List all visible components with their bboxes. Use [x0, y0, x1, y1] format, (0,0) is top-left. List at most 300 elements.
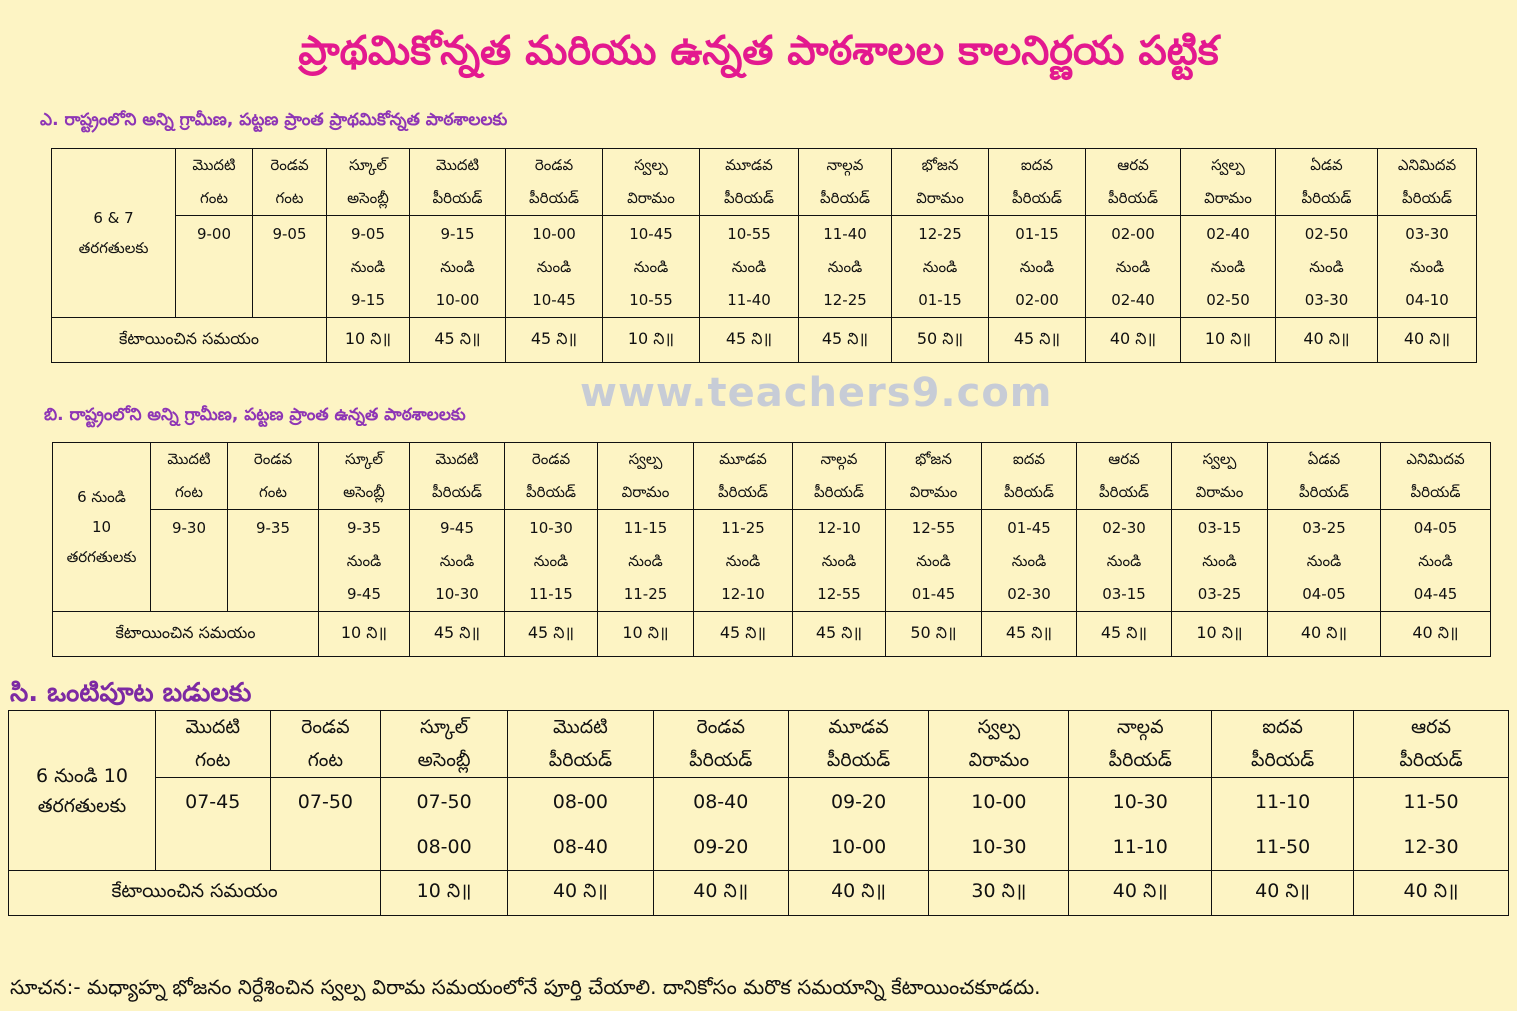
time-line: నుండి [1115, 258, 1151, 276]
time-cell [381, 778, 508, 871]
column-header-line: మొదటి [185, 716, 241, 738]
column-header-line: నాల్గవ [820, 450, 858, 468]
time-line: 10-30 [971, 836, 1027, 858]
duration-cell: 45 ని॥ [989, 318, 1086, 363]
time-line: 12-10 [721, 585, 765, 603]
time-line: 04-05 [1302, 585, 1346, 603]
column-header-line: పీరియడ్ [548, 749, 613, 771]
time-line: నుండి [827, 258, 863, 276]
column-header-line: స్కూల్ [419, 716, 469, 738]
column-header-line: పీరియడ్ [718, 483, 768, 501]
column-header-line: స్కూల్ [348, 156, 388, 174]
header-row [9, 711, 1509, 778]
column-header-line: పీరియడ్ [1004, 483, 1054, 501]
time-cell [228, 510, 319, 612]
time-line: 08-00 [552, 791, 609, 813]
section-b-title: బి. రాష్ట్రంలోని అన్ని గ్రామీణ, పట్టణ ప్రాంత ఉన్నత పాఠశాలలకు [44, 405, 466, 425]
column-header-line: పీరియడ్ [1402, 189, 1452, 207]
time-cell [176, 216, 253, 318]
time-cell [653, 778, 788, 871]
class-label-cell [9, 711, 156, 871]
time-line: నుండి [1409, 258, 1445, 276]
column-header [410, 149, 506, 216]
column-header-line: మొదటి [167, 450, 211, 468]
column-header-line: స్కూల్ [344, 450, 384, 468]
time-line: నుండి [1202, 552, 1237, 570]
column-header-line: విరామం [968, 749, 1030, 771]
time-line: నుండి [1019, 258, 1055, 276]
column-header-line: పీరియడ్ [724, 189, 774, 207]
column-header-line: పీరియడ్ [529, 189, 579, 207]
column-header [886, 443, 982, 510]
column-header [603, 149, 700, 216]
column-header-line: రెండవ [534, 156, 574, 174]
duration-cell: 10 ని॥ [603, 318, 700, 363]
column-header-line: మూడవ [719, 450, 767, 468]
time-cell [799, 216, 892, 318]
duration-cell: 45 ని॥ [700, 318, 799, 363]
time-line: 01-45 [911, 585, 956, 603]
time-cell [1181, 216, 1276, 318]
time-cell [1069, 778, 1212, 871]
column-header-line: రెండవ [531, 450, 571, 468]
timetable-half-day [8, 710, 1509, 916]
column-header [793, 443, 886, 510]
column-header-line: ఏడవ [1310, 156, 1343, 174]
column-header-line: విరామం [1204, 189, 1252, 207]
time-line: నుండి [440, 258, 475, 276]
time-cell [892, 216, 989, 318]
class-label-line: 6 నుండి [77, 488, 126, 506]
time-line: 9-45 [346, 585, 382, 603]
class-label-cell [52, 149, 176, 318]
time-line: 11-50 [1254, 836, 1311, 858]
time-line: 02-50 [1304, 225, 1349, 243]
column-header-line: పీరియడ్ [1250, 749, 1315, 771]
duration-cell: 45 ని॥ [506, 318, 603, 363]
time-line: 11-15 [529, 585, 573, 603]
allotted-time-label: కేటాయించిన సమయం [52, 318, 327, 363]
time-line: నుండి [916, 552, 951, 570]
time-line: 12-30 [1403, 836, 1459, 858]
time-line: 9-15 [350, 291, 386, 309]
time-line: 10-30 [435, 585, 479, 603]
column-header-line: ఆరవ [1108, 450, 1140, 468]
time-line: 11-50 [1403, 791, 1459, 813]
time-line: 9-15 [440, 225, 475, 243]
column-header-line: అసెంబ్లీ [343, 483, 385, 501]
time-line: 02-00 [1111, 225, 1155, 243]
time-cell [1378, 216, 1477, 318]
time-line: 9-35 [346, 519, 382, 537]
time-line: 01-15 [1015, 225, 1059, 243]
time-line: 03-30 [1304, 291, 1349, 309]
class-label-line: తరగతులకు [66, 548, 137, 566]
column-header [1268, 443, 1381, 510]
column-header [598, 443, 694, 510]
duration-cell: 45 ని॥ [694, 612, 793, 657]
duration-cell: 10 ని॥ [1172, 612, 1268, 657]
time-line: నుండి [633, 258, 669, 276]
time-cell [253, 216, 327, 318]
time-cell [694, 510, 793, 612]
time-line: 02-00 [1015, 291, 1059, 309]
header-row [53, 443, 1491, 510]
column-header-line: పీరియడ్ [1099, 483, 1149, 501]
time-line: 9-00 [196, 225, 232, 243]
time-cell [788, 778, 929, 871]
time-line: 04-45 [1413, 585, 1458, 603]
time-cell [982, 510, 1077, 612]
column-header-line: విరామం [1195, 483, 1244, 501]
time-cell [1172, 510, 1268, 612]
column-header-line: విరామం [627, 189, 675, 207]
duration-cell: 50 ని॥ [892, 318, 989, 363]
duration-cell: 40 ని॥ [1268, 612, 1381, 657]
column-header-line: రెండవ [696, 716, 745, 738]
time-cell [507, 778, 653, 871]
column-header [1077, 443, 1172, 510]
column-header-line: ఆరవ [1117, 156, 1149, 174]
duration-cell: 40 ని॥ [1069, 871, 1212, 916]
watermark-logo: www.teachers9.com [580, 370, 1053, 416]
time-line: 03-25 [1197, 585, 1242, 603]
time-line: 07-50 [416, 791, 472, 813]
duration-cell: 10 ని॥ [381, 871, 508, 916]
class-label-cell [53, 443, 151, 612]
column-header [1212, 711, 1354, 778]
time-cell [886, 510, 982, 612]
time-line: 03-15 [1102, 585, 1146, 603]
time-line: నుండి [731, 258, 767, 276]
time-line: 12-55 [911, 519, 956, 537]
column-header-line: స్వల్ప [1202, 450, 1237, 468]
time-cell [989, 216, 1086, 318]
time-line: నుండి [1106, 552, 1142, 570]
column-header [176, 149, 253, 216]
column-header-line: రెండవ [270, 156, 309, 174]
time-cell [1276, 216, 1378, 318]
time-line: 10-00 [830, 836, 887, 858]
column-header-line: పీరియడ్ [826, 749, 891, 771]
column-header-line: నాల్గవ [1116, 716, 1164, 738]
time-row [53, 510, 1491, 612]
time-cell [1381, 510, 1491, 612]
time-cell [1212, 778, 1354, 871]
time-line: 9-35 [255, 519, 291, 537]
column-header-line: పీరియడ్ [1301, 189, 1352, 207]
column-header-line: పీరియడ్ [1012, 189, 1062, 207]
column-header [506, 149, 603, 216]
time-row [52, 216, 1477, 318]
column-header [270, 711, 381, 778]
column-header [1172, 443, 1268, 510]
time-line: 08-40 [552, 836, 609, 858]
column-header-line: పీరియడ్ [1108, 749, 1172, 771]
time-line: 02-40 [1206, 225, 1250, 243]
column-header [694, 443, 793, 510]
column-header [381, 711, 508, 778]
time-line: 11-40 [727, 291, 771, 309]
column-header-line: ఎనిమిదవ [1406, 450, 1465, 468]
duration-cell: 45 ని॥ [799, 318, 892, 363]
class-label-line: 10 [91, 518, 112, 536]
section-c-title: సి. ఒంటిపూట బడులకు [10, 678, 252, 708]
time-line: 02-50 [1206, 291, 1250, 309]
time-line: 10-55 [629, 291, 673, 309]
column-header-line: పీరియడ్ [820, 189, 870, 207]
duration-row [9, 871, 1509, 916]
column-header-line: స్వల్ప [977, 716, 1021, 738]
time-line: 10-30 [529, 519, 573, 537]
column-header-line: ఎనిమిదవ [1397, 156, 1457, 174]
column-header-line: విరామం [621, 483, 670, 501]
time-line: 9-05 [272, 225, 307, 243]
timetable-upper-primary [51, 148, 1477, 363]
time-line: 11-25 [623, 585, 668, 603]
time-line: నుండి [725, 552, 761, 570]
time-cell [506, 216, 603, 318]
column-header-line: అసెంబ్లీ [347, 189, 389, 207]
time-line: 10-55 [727, 225, 771, 243]
duration-row [52, 318, 1477, 363]
column-header [799, 149, 892, 216]
time-line: 02-40 [1111, 291, 1155, 309]
duration-cell: 45 ని॥ [410, 318, 506, 363]
column-header-line: గంట [195, 749, 231, 771]
duration-cell: 10 ని॥ [598, 612, 694, 657]
column-header [892, 149, 989, 216]
time-cell [319, 510, 410, 612]
column-header [505, 443, 598, 510]
time-line: నుండి [1210, 258, 1246, 276]
page-title: ప్రాథమికోన్నత మరియు ఉన్నత పాఠశాలల కాలనిర్ణయ పట్టిక [298, 28, 1219, 74]
time-line: 11-10 [1112, 836, 1168, 858]
time-line: 12-10 [817, 519, 861, 537]
time-line: నుండి [1306, 552, 1342, 570]
time-line: 09-20 [830, 791, 887, 813]
allotted-time-label: కేటాయించిన సమయం [9, 871, 381, 916]
column-header-line: గంట [259, 483, 287, 501]
time-cell [929, 778, 1069, 871]
duration-cell: 40 ని॥ [1086, 318, 1181, 363]
time-line: 11-15 [623, 519, 668, 537]
time-cell [155, 778, 270, 871]
time-line: నుండి [1309, 258, 1344, 276]
column-header [929, 711, 1069, 778]
column-header [151, 443, 228, 510]
time-cell [327, 216, 410, 318]
column-header-line: విరామం [916, 189, 964, 207]
column-header-line: భోజన [915, 450, 952, 468]
time-line: నుండి [536, 258, 572, 276]
time-cell [410, 510, 505, 612]
column-header-line: మొదటి [435, 156, 480, 174]
column-header [1354, 711, 1509, 778]
class-label-line: తరగతులకు [78, 239, 149, 257]
column-header-line: పీరియడ్ [432, 483, 482, 501]
column-header-line: ఐదవ [1262, 716, 1303, 738]
duration-cell: 10 ని॥ [319, 612, 410, 657]
column-header-line: పీరియడ్ [1399, 749, 1463, 771]
class-label-line: 6 & 7 [93, 209, 134, 227]
time-line: నుండి [821, 552, 857, 570]
time-line: 10-00 [532, 225, 576, 243]
class-label-line: తరగతులకు [37, 794, 127, 817]
column-header-line: పీరియడ్ [814, 483, 864, 501]
time-line: 03-25 [1302, 519, 1346, 537]
duration-cell: 45 ని॥ [793, 612, 886, 657]
time-line: 12-55 [817, 585, 861, 603]
column-header [653, 711, 788, 778]
time-line: 01-15 [918, 291, 962, 309]
time-line: నుండి [1011, 552, 1047, 570]
duration-cell: 45 ని॥ [1077, 612, 1172, 657]
column-header-line: భోజన [921, 156, 959, 174]
time-row [9, 778, 1509, 871]
duration-cell: 45 ని॥ [982, 612, 1077, 657]
duration-cell: 40 ని॥ [1381, 612, 1491, 657]
duration-cell: 40 ని॥ [653, 871, 788, 916]
column-header-line: రెండవ [253, 450, 293, 468]
column-header [1276, 149, 1378, 216]
column-header [989, 149, 1086, 216]
column-header-line: పీరియడ్ [432, 189, 483, 207]
time-line: నుండి [350, 258, 386, 276]
time-line: 12-25 [823, 291, 867, 309]
time-line: 10-45 [629, 225, 673, 243]
time-line: నుండి [533, 552, 569, 570]
section-a-title: ఎ. రాష్ట్రంలోని అన్ని గ్రామీణ, పట్టణ ప్రాంత ప్రాథమికోన్నత పాఠశాలలకు [40, 110, 508, 130]
column-header-line: ఐదవ [1012, 450, 1046, 468]
time-line: నుండి [439, 552, 475, 570]
column-header-line: నాల్గవ [826, 156, 864, 174]
column-header-line: పీరియడ్ [1410, 483, 1461, 501]
column-header [1378, 149, 1477, 216]
column-header-line: గంట [200, 189, 228, 207]
column-header [982, 443, 1077, 510]
time-line: 12-25 [918, 225, 962, 243]
duration-cell: 10 ని॥ [1181, 318, 1276, 363]
header-row [52, 149, 1477, 216]
time-line: 10-00 [971, 791, 1027, 813]
column-header-line: మొదటి [192, 156, 236, 174]
column-header-line: మొదటి [435, 450, 479, 468]
column-header [700, 149, 799, 216]
column-header [319, 443, 410, 510]
duration-cell: 45 ని॥ [410, 612, 505, 657]
column-header [1069, 711, 1212, 778]
time-line: 02-30 [1102, 519, 1146, 537]
column-header-line: పీరియడ్ [1299, 483, 1349, 501]
column-header-line: ఏడవ [1307, 450, 1341, 468]
note-text: సూచన:- మధ్యాహ్న భోజనం నిర్దేశించిన స్వల్ప విరామ సమయంలోనే పూర్తి చేయాలి. దానికోసం మరొక సమయాన్ని కేటాయించకూడదు. [10, 975, 1041, 999]
column-header [155, 711, 270, 778]
time-cell [1268, 510, 1381, 612]
time-line: 10-45 [532, 291, 576, 309]
column-header [788, 711, 929, 778]
column-header-line: గంట [307, 749, 344, 771]
time-cell [1354, 778, 1509, 871]
column-header-line: పీరియడ్ [1108, 189, 1158, 207]
time-cell [700, 216, 799, 318]
column-header-line: మొదటి [553, 716, 608, 738]
time-cell [410, 216, 506, 318]
time-line: 08-00 [416, 836, 472, 858]
time-line: 9-45 [439, 519, 475, 537]
column-header-line: పీరియడ్ [526, 483, 576, 501]
time-line: 01-45 [1007, 519, 1051, 537]
time-cell [1086, 216, 1181, 318]
class-label-line: 6 నుండి 10 [35, 764, 128, 787]
column-header-line: స్వల్ప [1211, 156, 1245, 174]
duration-cell: 40 ని॥ [507, 871, 653, 916]
column-header-line: పీరియడ్ [689, 749, 753, 771]
column-header [327, 149, 410, 216]
time-line: నుండి [346, 552, 382, 570]
column-header-line: విరామం [909, 483, 958, 501]
time-line: 02-30 [1007, 585, 1051, 603]
column-header [228, 443, 319, 510]
duration-cell: 40 ని॥ [788, 871, 929, 916]
column-header [507, 711, 653, 778]
column-header-line: అసెంబ్లీ [417, 749, 471, 771]
column-header-line: గంట [175, 483, 203, 501]
time-line: నుండి [1418, 552, 1453, 570]
column-header [253, 149, 327, 216]
column-header [1181, 149, 1276, 216]
column-header [1086, 149, 1181, 216]
duration-cell: 45 ని॥ [505, 612, 598, 657]
column-header-line: ఆరవ [1411, 716, 1451, 738]
time-line: 03-15 [1197, 519, 1242, 537]
time-line: నుండి [628, 552, 663, 570]
allotted-time-label: కేటాయించిన సమయం [53, 612, 319, 657]
time-cell [793, 510, 886, 612]
time-cell [270, 778, 381, 871]
duration-cell: 40 ని॥ [1378, 318, 1477, 363]
time-line: 11-10 [1254, 791, 1311, 813]
time-cell [598, 510, 694, 612]
column-header-line: రెండవ [301, 716, 350, 738]
time-cell [603, 216, 700, 318]
time-line: 09-20 [693, 836, 749, 858]
timetable-high-school [52, 442, 1491, 657]
column-header-line: స్వల్ప [628, 450, 663, 468]
time-cell [505, 510, 598, 612]
duration-cell: 40 ని॥ [1212, 871, 1354, 916]
time-line: 07-45 [185, 791, 241, 813]
column-header-line: మూడవ [828, 716, 889, 738]
time-line: 9-05 [350, 225, 386, 243]
time-cell [151, 510, 228, 612]
duration-cell: 50 ని॥ [886, 612, 982, 657]
time-line: 10-30 [1112, 791, 1168, 813]
time-line: 04-05 [1413, 519, 1458, 537]
time-line: 03-30 [1405, 225, 1449, 243]
duration-cell: 40 ని॥ [1276, 318, 1378, 363]
time-line: 07-50 [297, 791, 353, 813]
duration-cell: 10 ని॥ [327, 318, 410, 363]
time-cell [1077, 510, 1172, 612]
time-line: 9-30 [171, 519, 207, 537]
time-line: 10-00 [435, 291, 480, 309]
time-line: 11-25 [721, 519, 765, 537]
time-line: 04-10 [1405, 291, 1449, 309]
column-header [410, 443, 505, 510]
time-line: 08-40 [693, 791, 749, 813]
column-header-line: స్వల్ప [634, 156, 668, 174]
